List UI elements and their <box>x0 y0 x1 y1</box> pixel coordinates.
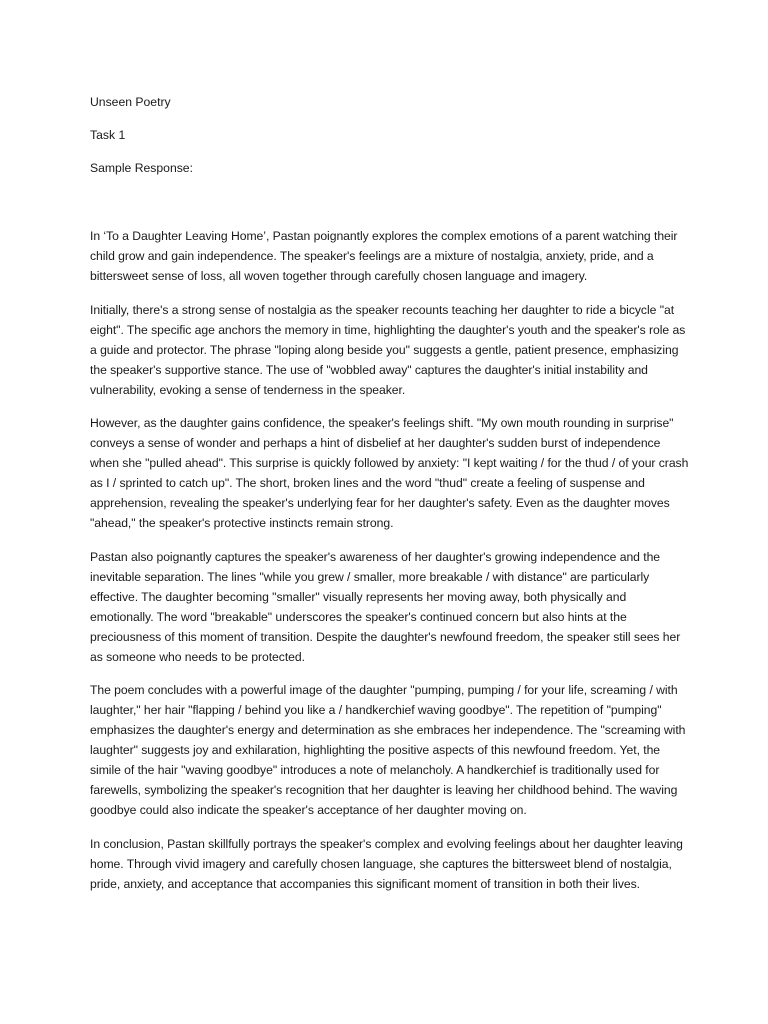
document-body <box>90 92 690 894</box>
paragraph-conclusion: In conclusion, Pastan skillfully portrays the speaker's complex and evolving feelings about her daughter leaving home. Through vivid imagery and carefully chosen language, she captures the bittersweet blend of nostalgia, pride, anxiety, and acceptance that accompanies this significant moment of transition in both their lives. <box>90 836 683 891</box>
document-title: Unseen Poetry <box>90 95 171 109</box>
paragraph-ending-image: The poem concludes with a powerful image of the daughter "pumping, pumping / for your life, screaming / with laughter," her hair "flapping / behind you like a / handkerchief waving goodbye". The repetition of "pumping" emphasizes the daughter's energy and determination as she embraces her independence. The "screaming with laughter" suggests joy and exhilaration, highlighting the positive aspects of this newfound freedom. Yet, the simile of the hair "waving goodbye" introduces a note of melancholy. A handkerchief is traditionally used for farewells, symbolizing the speaker's recognition that her daughter is leaving her childhood behind. The waving goodbye could also indicate the speaker's acceptance of her daughter moving on. <box>90 683 686 817</box>
paragraph-nostalgia: Initially, there's a strong sense of nostalgia as the speaker recounts teaching her daughter to ride a bicycle "at eight". The specific age anchors the memory in time, highlighting the daughter's youth and the speaker's role as a guide and protector. The phrase "loping along beside you" suggests a gentle, patient presence, emphasizing the speaker's supportive stance. The use of "wobbled away" captures the daughter's initial instability and vulnerability, evoking a sense of tenderness in the speaker. <box>90 302 686 397</box>
sample-response-label: Sample Response: <box>90 161 193 175</box>
paragraph-separation: Pastan also poignantly captures the speaker's awareness of her daughter's growing independence and the inevitable separation. The lines "while you grew / smaller, more breakable / with distance" are particularly effective. The daughter becoming "smaller" visually represents her moving away, both physically and emotionally. The word "breakable" underscores the speaker's continued concern but also hints at the preciousness of this moment of transition. Despite the daughter's newfound freedom, the speaker still sees her as someone who needs to be protected. <box>90 549 681 664</box>
paragraph-introduction: In ‘To a Daughter Leaving Home’, Pastan poignantly explores the complex emotions of a parent watching their child grow and gain independence. The speaker's feelings are a mixture of nostalgia, anxiety, pride, and a bittersweet sense of loss, all woven together through carefully chosen language and imagery. <box>90 229 678 283</box>
task-label: Task 1 <box>90 128 126 142</box>
paragraph-anxiety: However, as the daughter gains confidence, the speaker's feelings shift. "My own mouth rounding in surprise" conveys a sense of wonder and perhaps a hint of disbelief at her daughter's sudden burst of independence when she "pulled ahead". This surprise is quickly followed by anxiety: "I kept waiting / for the thud / of your crash as I / sprinted to catch up". The short, broken lines and the word "thud" create a feeling of suspense and apprehension, revealing the speaker's underlying fear for her daughter's safety. Even as the daughter moves "ahead," the speaker's protective instincts remain strong. <box>90 416 689 530</box>
header-spacer <box>90 191 690 226</box>
